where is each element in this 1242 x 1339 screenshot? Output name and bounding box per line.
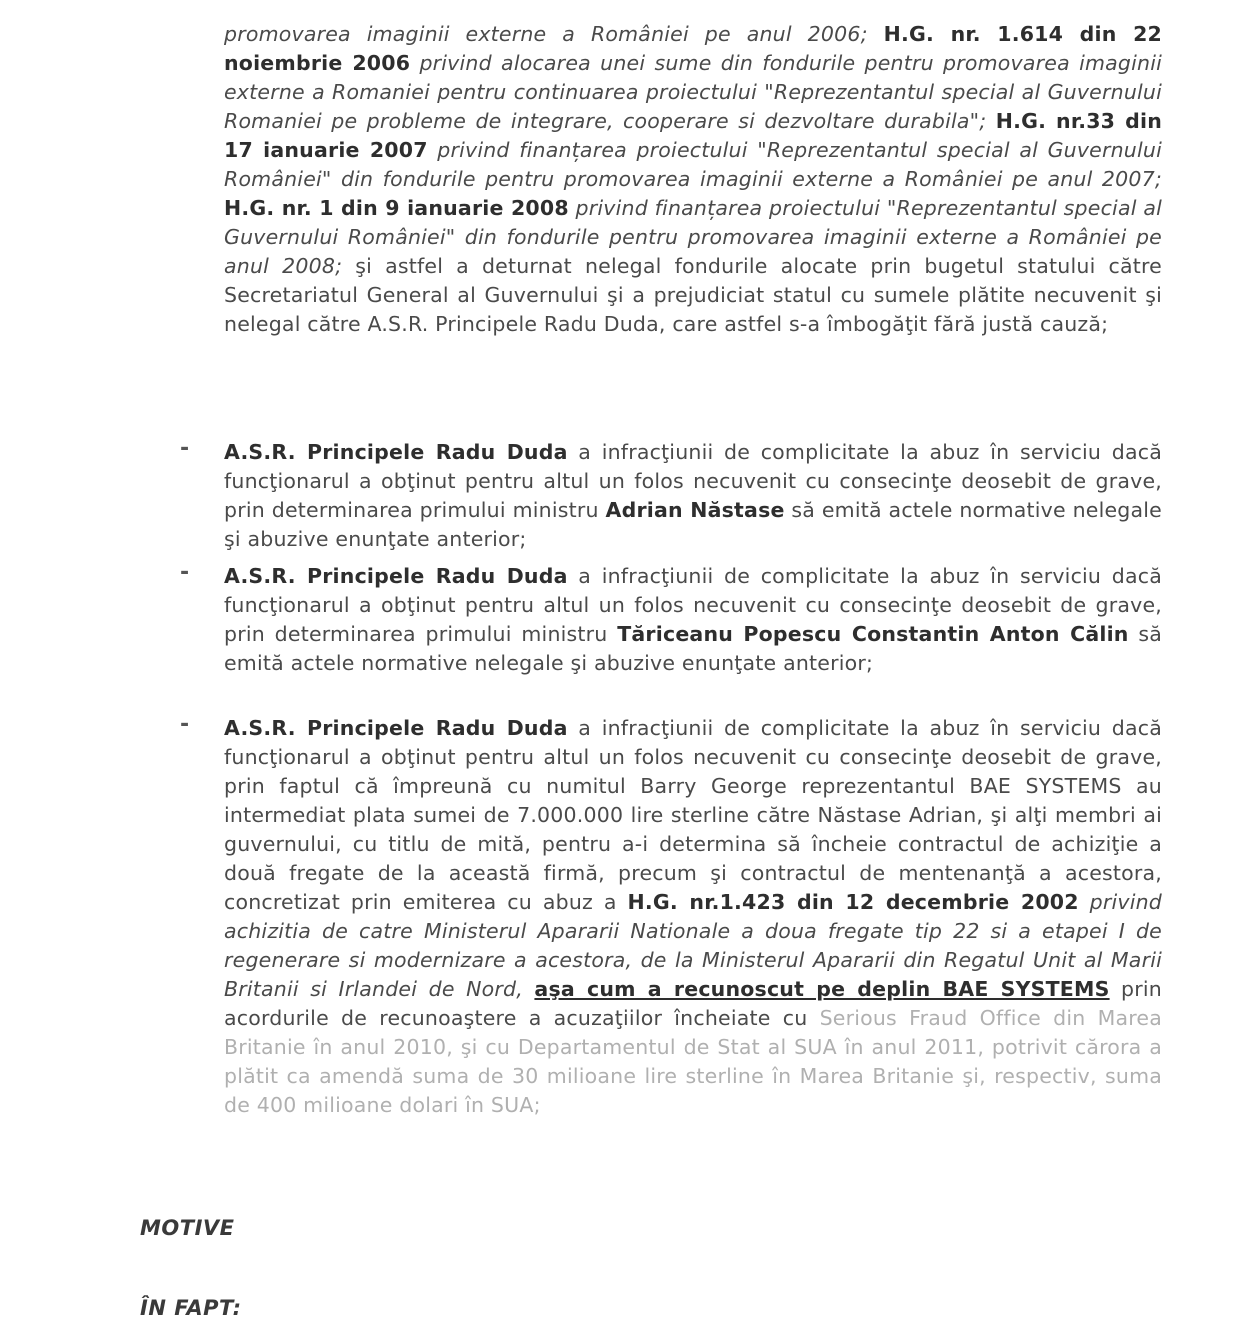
heading-in-fapt: ÎN FAPT: xyxy=(140,1296,242,1320)
bullet-subject: A.S.R. Principele Radu Duda xyxy=(224,440,568,464)
bullet-text: a infracţiunii de complicitate la abuz în serviciu dacă funcţionarul a obţinut pentru altul un folos necuvenit cu consecinţe deosebit de grave, prin faptul că împreună cu numitul Barry George reprezentantul BAE SYSTEMS au intermediat plata sumei de 7.000.000 lire sterline către Năstase Adrian, şi alţi membri ai guvernului, cu titlu de mită, pentru a-i determina să încheie contractul de achiziţie a două fregate de la această firmă, precum şi contractul de mentenanţă a acestora, concretizat prin emiterea cu abuz a xyxy=(224,716,1162,914)
hg-reference: H.G. nr. 1.614 din 22 noiembrie 2006 xyxy=(224,22,1162,75)
heading-motive: MOTIVE xyxy=(140,1216,235,1240)
bullet-marker: - xyxy=(180,712,190,737)
paragraph-text: promovarea imaginii externe a României pe anul 2006; xyxy=(224,22,884,46)
hg-reference: H.G. nr.33 din 17 ianuarie 2007 xyxy=(224,109,1162,162)
bullet-text: a infracţiunii de complicitate la abuz în serviciu dacă funcţionarul a obţinut pentru altul un folos necuvenit cu consecinţe deosebit de grave, prin determinarea primului ministru xyxy=(224,564,1162,646)
bullet-text: prin acordurile de recunoaştere a acuzaţiilor încheiate cu xyxy=(224,977,1162,1030)
faded-text: Serious Fraud Office din Marea Britanie în anul 2010, şi cu Departamentul de Stat al SUA în anul 2011, potrivit cărora a plătit ca amendă suma de 30 milioane lire sterline în Marea Britanie şi, respectiv, suma de 400 milioane dolari în SUA; xyxy=(224,1006,1163,1117)
bullet-text: să emită actele normative nelegale şi abuzive enunţate anterior; xyxy=(224,498,1162,551)
bullet-marker: - xyxy=(180,436,190,461)
person-name: Adrian Năstase xyxy=(605,498,785,522)
paragraph-hg-list xyxy=(224,20,1162,339)
bullet-marker: - xyxy=(180,560,190,585)
underlined-statement: aşa cum a recunoscut pe deplin BAE SYSTEMS xyxy=(534,977,1110,1001)
paragraph-text: şi astfel a deturnat nelegal fondurile alocate prin bugetul statului către Secretariatul General al Guvernului şi a prejudiciat statul cu sumele plătite necuvenit şi nelegal către A.S.R. Principele Radu Duda, care astfel s-a îmbogăţit fără justă cauză; xyxy=(224,254,1162,336)
bullet-item-1 xyxy=(224,438,1162,554)
paragraph-text: privind alocarea unei sume din fondurile pentru promovarea imaginii externe a Romaniei pentru continuarea proiectului "Reprezentantul special al Guvernului Romaniei pe probleme de integrare, cooperare si dezvoltare durabila"; xyxy=(224,51,1162,133)
paragraph-text: privind finanțarea proiectului "Reprezentantul special al Guvernului României" din fondurile pentru promovarea imaginii externe a României pe anul 2007; xyxy=(224,138,1162,191)
bullet-item-2 xyxy=(224,562,1162,678)
bullet-item-3 xyxy=(224,714,1162,1120)
hg-reference: H.G. nr.1.423 din 12 decembrie 2002 xyxy=(627,890,1079,914)
paragraph-text: privind finanțarea proiectului "Reprezentantul special al Guvernului României" din fondurile pentru promovarea imaginii externe a României pe anul 2008; xyxy=(224,196,1162,278)
bullet-text: privind achizitia de catre Ministerul Apararii Nationale a doua fregate tip 22 si a etapei I de regenerare si modernizare a acestora, de la Ministerul Apararii din Regatul Unit al Marii Britanii si Irlandei de Nord, xyxy=(224,890,1162,1001)
bullet-text: a infracţiunii de complicitate la abuz în serviciu dacă funcţionarul a obţinut pentru altul un folos necuvenit cu consecinţe deosebit de grave, prin determinarea primului ministru xyxy=(224,440,1162,522)
bullet-subject: A.S.R. Principele Radu Duda xyxy=(224,716,568,740)
bullet-text: să emită actele normative nelegale şi abuzive enunţate anterior; xyxy=(224,622,1163,675)
hg-reference: H.G. nr. 1 din 9 ianuarie 2008 xyxy=(224,196,569,220)
person-name: Tăriceanu Popescu Constantin Anton Călin xyxy=(617,622,1129,646)
bullet-subject: A.S.R. Principele Radu Duda xyxy=(224,564,568,588)
